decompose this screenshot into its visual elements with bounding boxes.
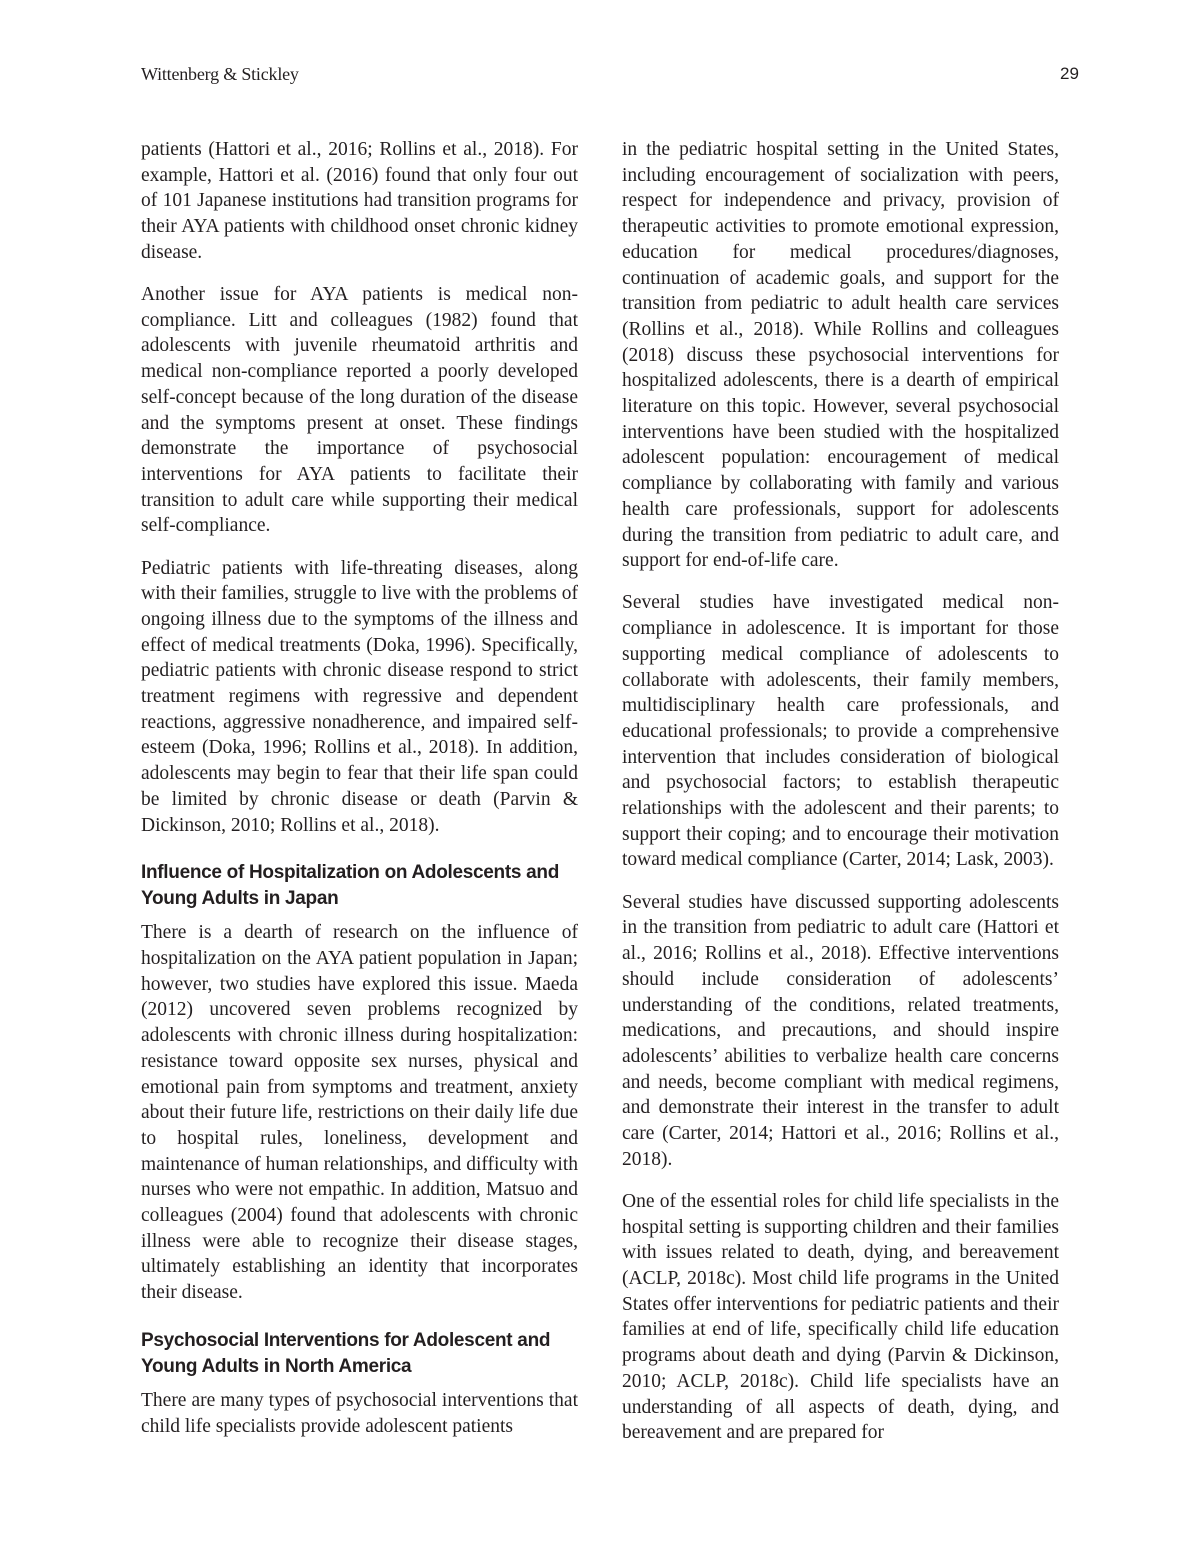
- paragraph: in the pediatric hospital setting in the United States, including encouragement of socialization with peers, respect for independence and privacy, provision of therapeutic activities to promote emotional expression, education for medical procedures/diagnoses, continuation of academic goals, and support for the transition from pediatric to adult health care services (Rollins et al., 2018). While Rollins and colleagues (2018) discuss these psychosocial interventions for hospitalized adolescents, there is a dearth of empirical literature on this topic. However, several psychosocial interventions have been studied with the hospitalized adolescent population: encouragement of medical compliance by collaborating with family and various health care professionals, support for adolescents during the transition from pediatric to adult care, and support for end-of-life care.: [622, 139, 1059, 572]
- running-head: Wittenberg & Stickley: [141, 64, 299, 84]
- section-heading: Influence of Hospitalization on Adolescents and Young Adults in Japan: [141, 862, 560, 910]
- paragraph: Several studies have discussed supporting adolescents in the transition from pediatric to adult care (Hattori et al., 2016; Rollins et al., 2018). Effective interventions should include consideration of adolescents’ understanding of the conditions, related treatments, medications, and precautions, and should inspire adolescents’ abilities to verbalize health care concerns and needs, become compliant with medical regimens, and demonstrate their interest in the transfer to adult care (Carter, 2014; Hattori et al., 2016; Rollins et al., 2018).: [622, 891, 1059, 1170]
- left-column: [141, 137, 578, 1456]
- paragraph: Another issue for AYA patients is medical non-compliance. Litt and colleagues (1982) found that adolescents with juvenile rheumatoid arthritis and medical non-compliance reported a poorly developed self-concept because of the long duration of the disease and the symptoms present at onset. These findings demonstrate the importance of psychosocial interventions for AYA patients to facilitate their transition to adult care while supporting their medical self-compliance.: [141, 284, 578, 537]
- paragraph: Pediatric patients with life-threating diseases, along with their families, struggle to live with the problems of ongoing illness due to the symptoms of the illness and effect of medical treatments (Doka, 1996). Specifically, pediatric patients with chronic disease respond to strict treatment regimens with regressive and dependent reactions, aggressive nonadherence, and impaired self-esteem (Doka, 1996; Rollins et al., 2018). In addition, adolescents may begin to fear that their life span could be limited by chronic disease or death (Parvin & Dickinson, 2010; Rollins et al., 2018).: [141, 557, 578, 836]
- paragraph: One of the essential roles for child life specialists in the hospital setting is supporting children and their families with issues related to death, dying, and bereavement (ACLP, 2018c). Most child life programs in the United States offer interventions for pediatric patients and their families at end of life, specifically child life education programs about death and dying (Parvin & Dickinson, 2010; ACLP, 2018c). Child life specialists have an understanding of all aspects of death, dying, and bereavement and are prepared for: [622, 1190, 1059, 1444]
- section-heading: Psychosocial Interventions for Adolescent and Young Adults in North America: [141, 1329, 551, 1377]
- paragraph: patients (Hattori et al., 2016; Rollins et al., 2018). For example, Hattori et al. (2016) found that only four out of 101 Japanese institutions had transition programs for their AYA patients with childhood onset chronic kidney disease.: [141, 139, 578, 263]
- paragraph: Several studies have investigated medical non-compliance in adolescence. It is important for those supporting medical compliance of adolescents to collaborate with adolescents, their family members, multidisciplinary health care professionals, and educational professionals; to provide a comprehensive intervention that includes consideration of biological and psychosocial factors; to establish therapeutic relationships with the adolescent and their parents; to support their coping; and to encourage their motivation toward medical compliance (Carter, 2014; Lask, 2003).: [622, 592, 1059, 871]
- page-number: 29: [1060, 64, 1079, 83]
- paragraph: There are many types of psychosocial interventions that child life specialists provide adolescent patients: [141, 1389, 578, 1437]
- right-column: [622, 137, 1059, 1462]
- paragraph: There is a dearth of research on the influence of hospitalization on the AYA patient population in Japan; however, two studies have explored this issue. Maeda (2012) uncovered seven problems recognized by adolescents with chronic illness during hospitalization: resistance toward opposite sex nurses, physical and emotional pain from symptoms and treatment, anxiety about their future life, restrictions on their daily life due to hospital rules, loneliness, development and maintenance of human relationships, and difficulty with nurses who were not empathic. In addition, Matsuo and colleagues (2004) found that adolescents with chronic illness were able to recognize their disease stages, ultimately establishing an identity that incorporates their disease.: [141, 922, 578, 1304]
